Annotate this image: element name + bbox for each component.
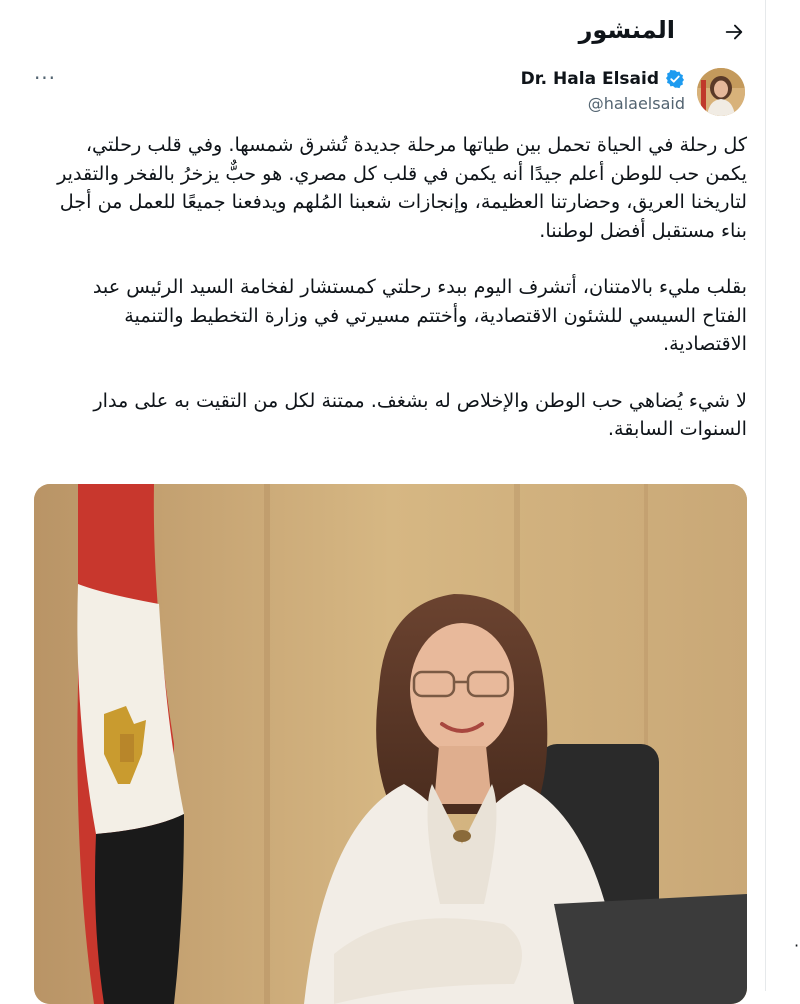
more-options-button[interactable]: ··· [33, 66, 57, 90]
tweet-paragraph-2: بقلب مليء بالامتنان، أتشرف اليوم ببدء رحلتي كمستشار لفخامة السيد الرئيس عبد الفتاح السيسي للشئون الاقتصادية، وأختتم مسيرتي في وزارة التخطيط والتنمية الاقتصادية. [92, 275, 747, 355]
verified-badge-icon [665, 69, 685, 89]
portrait-photo [34, 484, 747, 1004]
edge-marker: · [794, 936, 800, 955]
tweet-paragraph-3: لا شيء يُضاهي حب الوطن والإخلاص له بشغف. ممتنة لكل من التقيت به على مدار السنوات السابقة. [93, 388, 747, 440]
tweet-paragraph-1: كل رحلة في الحياة تحمل بين طياتها مرحلة جديدة تُشرق شمسها. وفي قلب رحلتي، يكمن حب للوطن أعلم جيدًا أنه يكمن في قلب كل مصري. هو حبٌّ يزخرُ بالفخر والتقدير لتاريخنا العريق، وحضارتنا العظيمة، وإنجازات شعبنا المُلهم ويدفعنا جميعًا للعمل من أجل بناء مستقبل أفضل لوطننا. [57, 133, 747, 242]
tweet-media-photo[interactable] [34, 484, 747, 1004]
author-handle[interactable]: @halaelsaid [587, 94, 685, 113]
post-header [0, 0, 765, 66]
author-name[interactable]: Dr. Hala Elsaid [520, 69, 659, 89]
arrow-right-icon [723, 21, 745, 43]
tweet-text [45, 131, 747, 472]
author-name-row [521, 69, 685, 89]
column-divider [765, 0, 766, 991]
avatar-photo [697, 68, 745, 116]
back-button[interactable] [716, 14, 752, 50]
page-title: المنشور [578, 16, 675, 44]
avatar[interactable] [697, 68, 745, 116]
